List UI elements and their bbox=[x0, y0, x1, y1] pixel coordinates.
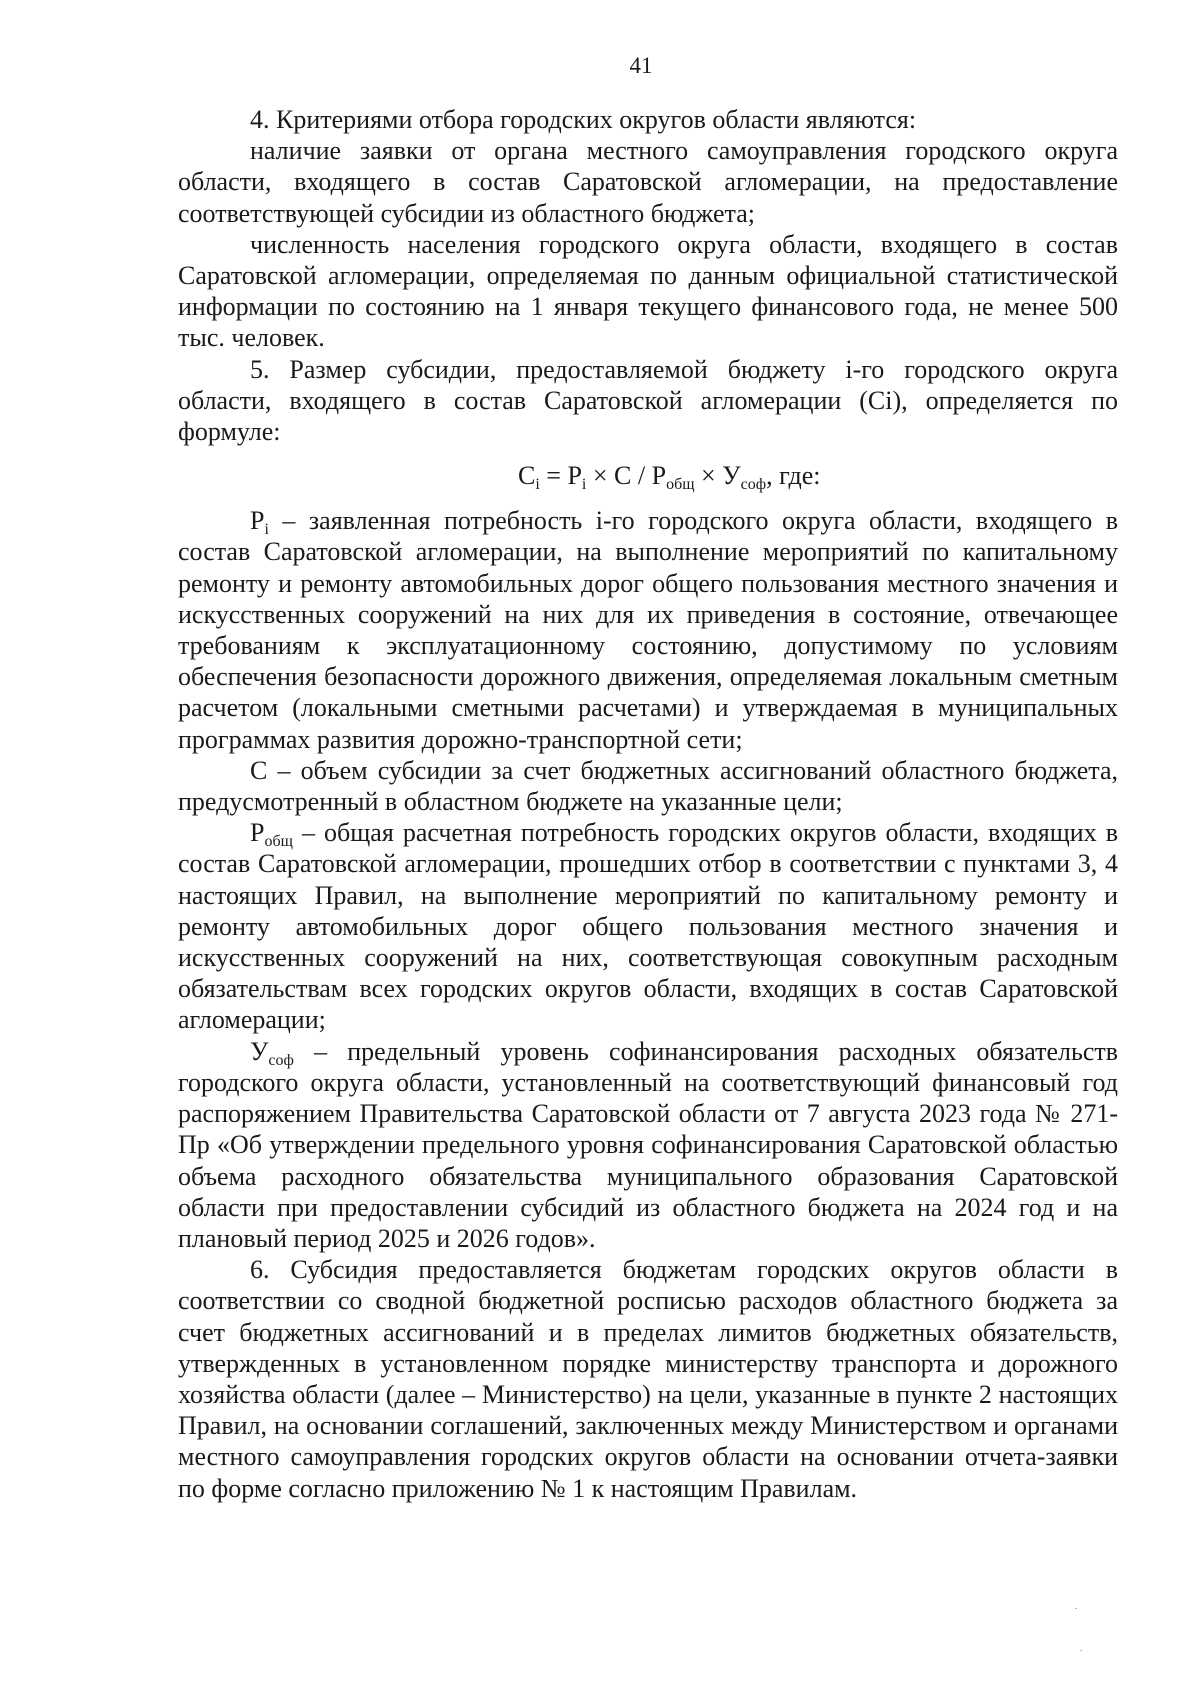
paragraph-4-criterion-population: численность населения городского округа области, входящего в состав Саратовской агломерации, определяемая по данным официальной статистической информации по состоянию на 1 января текущего финансового года, не менее 500 тыс. человек. bbox=[178, 229, 1118, 353]
formula-times-u: × У bbox=[694, 461, 741, 491]
definition-pi-text: – заявленная потребность i-го городского округа области, входящего в состав Саратовской агломерации, на выполнение мероприятий по капитальному ремонту и ремонту автомобильных дорог общего пользования местного значения и искусственных сооружений на них для их приведения в состояние, отвечающее требованиям к эксплуатационному состоянию, допустимому по условиям обеспечения безопасности дорожного движения, определяемая локальным сметным расчетом (локальными сметными расчетами) и утверждаемая в муниципальных программах развития дорожно-транспортной сети; bbox=[178, 506, 1118, 754]
paragraph-4-criterion-application: наличие заявки от органа местного самоуправления городского округа области, входящего в состав Саратовской агломерации, на предоставление соответствующей субсидии из областного бюджета; bbox=[178, 136, 1118, 228]
definition-pi bbox=[178, 505, 1118, 755]
formula-p-sub: i bbox=[581, 476, 587, 494]
document-body bbox=[178, 104, 1118, 1504]
formula-tail: , где: bbox=[766, 461, 821, 491]
subsidy-formula bbox=[178, 457, 1118, 495]
definition-pobsh-symbol: P bbox=[250, 818, 265, 848]
formula-pobsh-sub: общ bbox=[666, 476, 695, 494]
definition-pobsh-subscript: общ bbox=[264, 833, 293, 851]
definition-pi-symbol: P bbox=[250, 506, 265, 536]
paragraph-6: 6. Субсидия предоставляется бюджетам городских округов области в соответствии со сводной бюджетной росписью расходов областного бюджета за счет бюджетных ассигнований и в пределах лимитов бюджетных обязательств, утвержденных в установленном порядке министерству транспорта и дорожного хозяйства области (далее – Министерство) на цели, указанные в пункте 2 настоящих Правил, на основании соглашений, заключенных между Министерством и органами местного самоуправления городских округов области на основании отчета-заявки по форме согласно приложению № 1 к настоящим Правилам. bbox=[178, 1255, 1118, 1503]
definition-pobsh-text: – общая расчетная потребность городских округов области, входящих в состав Саратовской агломерации, прошедших отбор в соответствии с пунктами 3, 4 настоящих Правил, на выполнение мероприятий по капитальному ремонту и ремонту автомобильных дорог общего пользования местного значения и искусственных сооружений на них, соответствующая совокупным расходным обязательствам всех городских округов области, входящих в состав Саратовской агломерации; bbox=[178, 818, 1118, 1035]
definition-usof-symbol: У bbox=[250, 1036, 269, 1066]
formula-eq-p: = P bbox=[539, 461, 582, 491]
formula-ci-sub: i bbox=[535, 476, 540, 494]
definition-pobsh bbox=[178, 817, 1118, 1035]
definition-c: C – объем субсидии за счет бюджетных ассигнований областного бюджета, предусмотренный в областном бюджете на указанные цели; bbox=[178, 755, 1118, 817]
definition-usof bbox=[178, 1036, 1118, 1254]
page-number: 41 bbox=[629, 53, 653, 78]
formula-mid: × C / P bbox=[586, 461, 667, 491]
paragraph-4-intro: 4. Критериями отбора городских округов области являются: bbox=[250, 105, 917, 134]
scan-speck bbox=[1075, 1608, 1077, 1609]
definition-usof-subscript: соф bbox=[268, 1051, 294, 1069]
definition-usof-text: – предельный уровень софинансирования расходных обязательств городского округа области, установленный на соответствующий финансовый год распоряжением Правительства Саратовской области от 7 августа 2023 года № 271-Пр «Об утверждении предельного уровня софинансирования Саратовской областью объема расходного обязательства муниципального образования Саратовской области при предоставлении субсидий из областного бюджета на 2024 год и на плановый период 2025 и 2026 годов». bbox=[178, 1036, 1118, 1253]
formula-ci: C bbox=[518, 461, 536, 491]
definition-pi-subscript: i bbox=[264, 521, 269, 539]
paragraph-5-intro: 5. Размер субсидии, предоставляемой бюджету i-го городского округа области, входящего в состав Саратовской агломерации (Ci), определяется по формуле: bbox=[178, 354, 1118, 447]
scan-speck bbox=[1080, 1650, 1082, 1651]
formula-usof-sub: соф bbox=[740, 476, 767, 494]
